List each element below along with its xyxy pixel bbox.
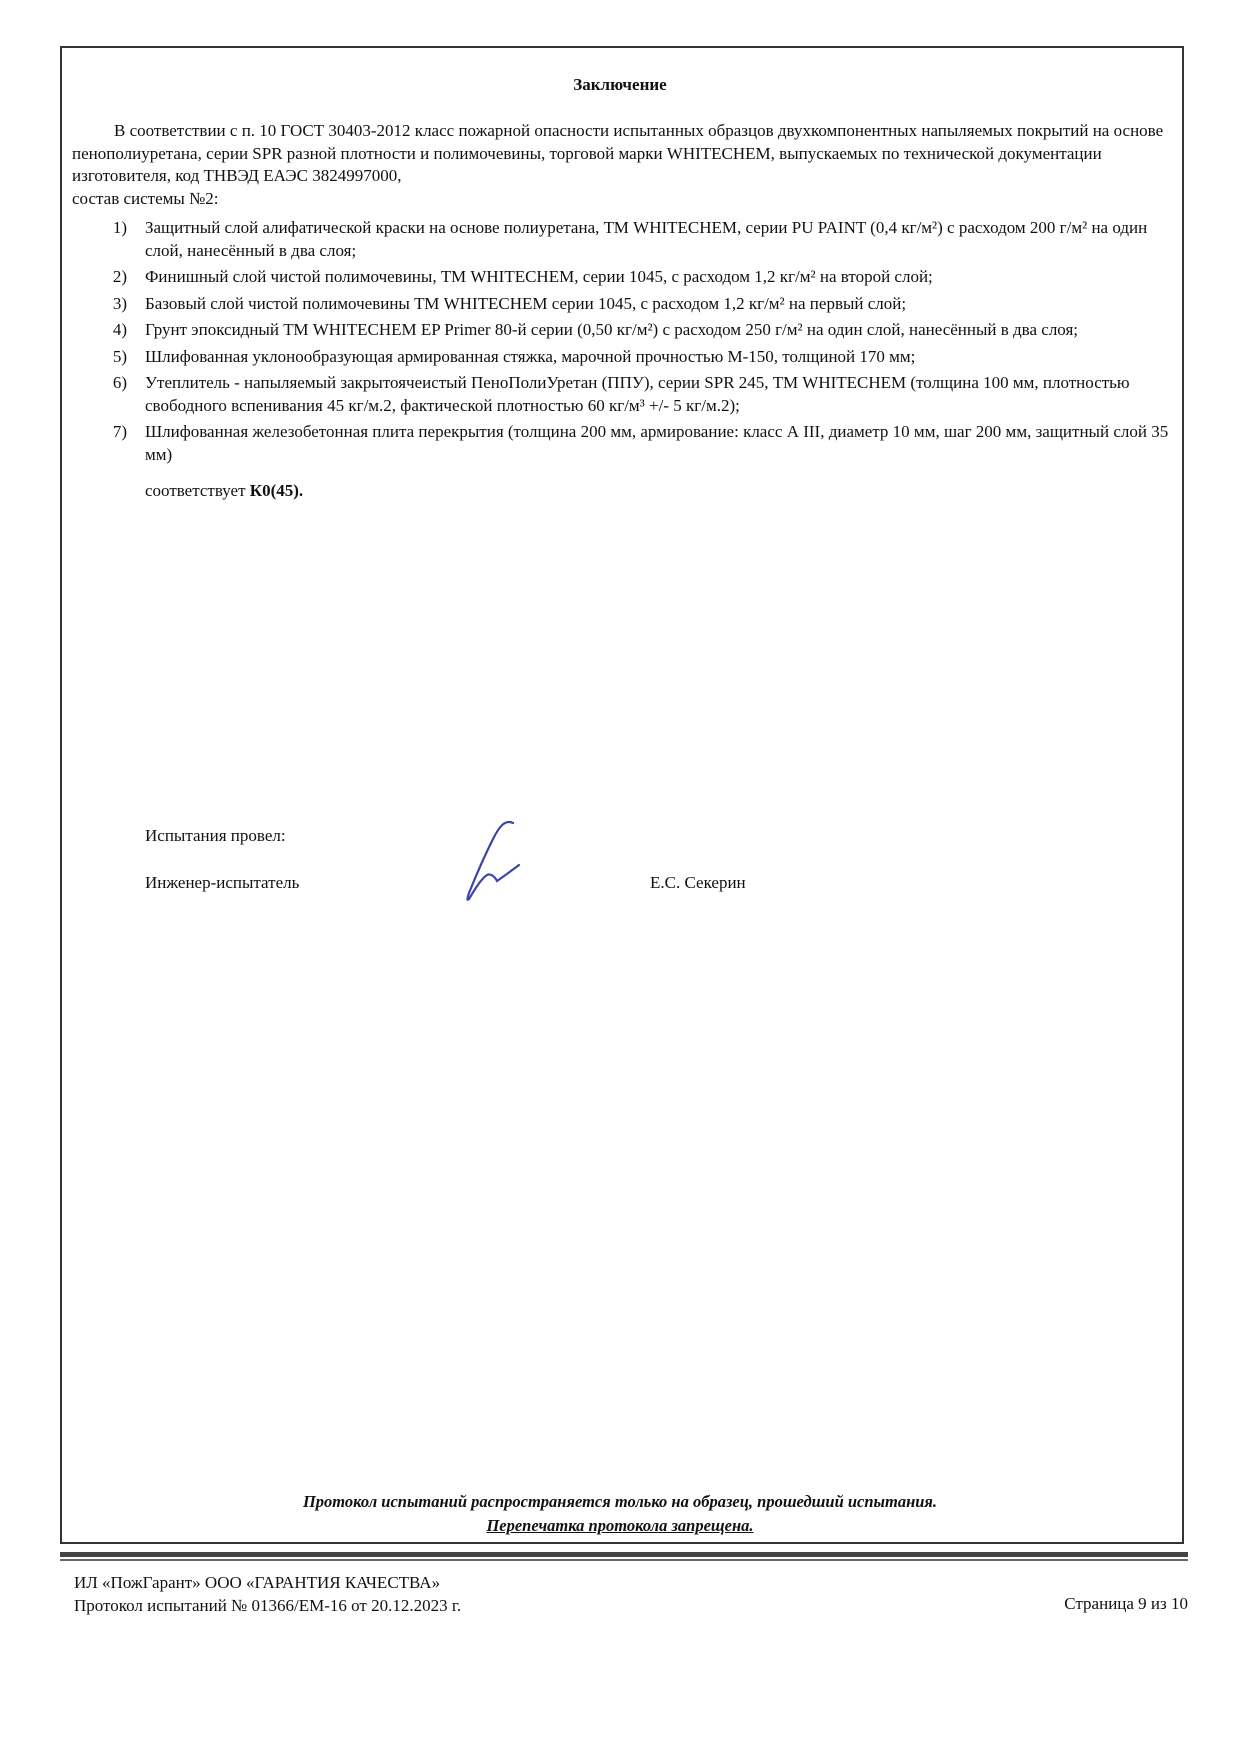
list-item bbox=[72, 372, 1187, 417]
list-item bbox=[72, 319, 1187, 342]
list-item-text: Утеплитель - напыляемый закрытоячеистый ПеноПолиУретан (ППУ), серии SPR 245, ТМ WHITECHEM (толщина 100 мм, плотностью свободного вспенивания 45 кг/м.2, фактической плотностью 60 кг/м³ +/- 5 кг/м.2); bbox=[145, 373, 1130, 415]
list-item-number: 6) bbox=[112, 373, 127, 392]
list-item-number: 7) bbox=[112, 422, 127, 441]
list-item bbox=[72, 421, 1187, 466]
list-item-text: Грунт эпоксидный ТМ WHITECHEM EP Primer 80-й серии (0,50 кг/м²) с расходом 250 г/м² на один слой, нанесённый в два слоя; bbox=[145, 320, 1079, 339]
footer-info bbox=[74, 1572, 461, 1617]
protocol-notice bbox=[0, 1490, 1240, 1538]
handwritten-signature bbox=[455, 815, 535, 905]
list-item-text: Шлифованная уклонообразующая армированная стяжка, марочной прочностью М-150, толщиной 170 мм; bbox=[145, 346, 916, 366]
list-item-text: Шлифованная железобетонная плита перекрытия (толщина 200 мм, армирование: класс А III, диаметр 10 мм, шаг 200 мм, защитный слой 35 мм) bbox=[145, 422, 1169, 464]
engineer-role: Инженер-испытатель bbox=[145, 873, 300, 892]
conclusion-line bbox=[145, 481, 303, 501]
list-item bbox=[72, 346, 1187, 369]
footer-divider bbox=[60, 1552, 1188, 1557]
footer-divider-thin bbox=[60, 1559, 1188, 1561]
list-item-number: 1) bbox=[112, 218, 127, 237]
tested-by-label: Испытания провел: bbox=[145, 826, 286, 845]
list-item-text: Защитный слой алифатической краски на основе полиуретана, ТМ WHITECHEM, серии PU PAINT (0,4 кг/м²) с расходом 200 г/м² на один слой, нанесённый в два слоя; bbox=[145, 218, 1148, 260]
list-item-number: 5) bbox=[112, 346, 127, 366]
intro-text: В соответствии с п. 10 ГОСТ 30403-2012 класс пожарной опасности испытанных образцов двухкомпонентных напыляемых покрытий на основе пенополиуретана, серии SPR разной плотности и полимочевины, торговой марки WHITECHEM, выпускаемых по технической документации изготовителя, код ТНВЭД ЕАЭС 3824997000, bbox=[72, 121, 1164, 185]
footer-protocol-number: Протокол испытаний № 01366/ЕМ-16 от 20.12.2023 г. bbox=[74, 1595, 462, 1615]
engineer-name: Е.С. Секерин bbox=[650, 873, 746, 892]
composition-list bbox=[72, 217, 1187, 470]
notice-line-1: Протокол испытаний распространяется только на образец, прошедший испытания. bbox=[302, 1492, 938, 1511]
notice-line-2: Перепечатка протокола запрещена. bbox=[486, 1516, 754, 1535]
list-item bbox=[72, 266, 1187, 289]
list-item-text: Финишный слой чистой полимочевины, ТМ WHITECHEM, серии 1045, с расходом 1,2 кг/м² на второй слой; bbox=[145, 267, 933, 286]
section-title: Заключение bbox=[573, 75, 667, 94]
list-item-text: Базовый слой чистой полимочевины ТМ WHITECHEM серии 1045, с расходом 1,2 кг/м² на первый слой; bbox=[145, 293, 907, 313]
list-item bbox=[72, 293, 1187, 316]
footer-organization: ИЛ «ПожГарант» ООО «ГАРАНТИЯ КАЧЕСТВА» bbox=[74, 1573, 441, 1592]
page-number: Страница 9 из 10 bbox=[1064, 1594, 1188, 1613]
intro-paragraph bbox=[72, 120, 1182, 210]
list-item-number: 3) bbox=[112, 293, 127, 313]
list-item-number: 2) bbox=[112, 267, 127, 286]
conclusion-prefix: соответствует bbox=[145, 481, 250, 500]
list-item bbox=[72, 217, 1187, 262]
fire-class: К0(45). bbox=[249, 481, 304, 500]
system-composition-label: состав системы №2: bbox=[72, 188, 219, 208]
list-item-number: 4) bbox=[112, 320, 127, 339]
